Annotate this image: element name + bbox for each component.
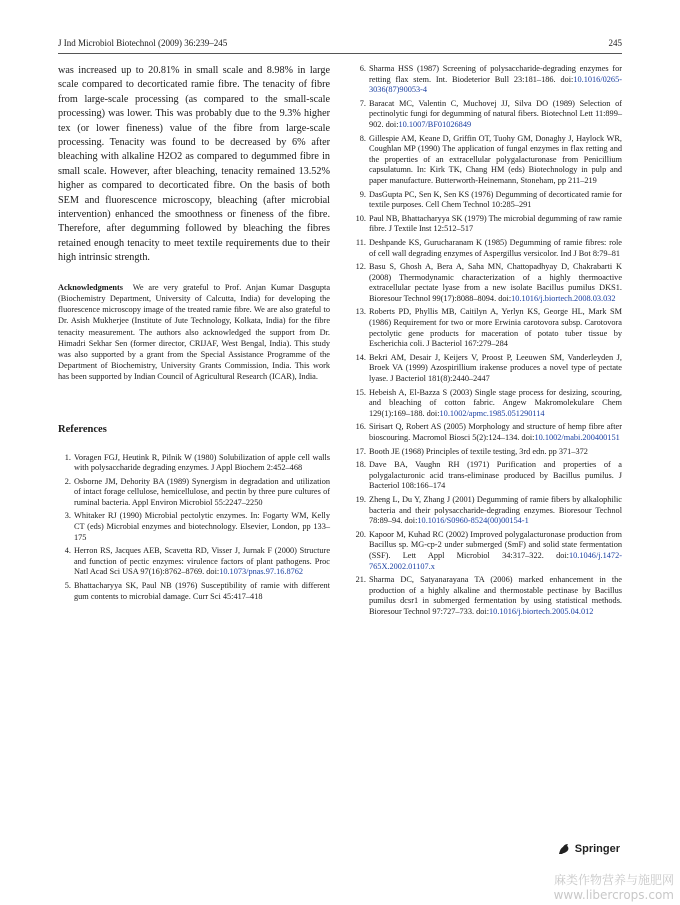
reference-doi-link[interactable]: 10.1016/j.biortech.2005.04.012 [489,606,594,616]
reference-text: DasGupta PC, Sen K, Sen KS (1976) Degumming of decorticated ramie for textile purposes. Cell Chem Technol 10:285–291 [369,189,622,210]
reference-item [352,575,622,617]
header-rule [58,53,622,54]
reference-item [352,422,622,443]
reference-doi-link[interactable]: 10.1016/j.biortech.2008.03.032 [511,293,616,303]
reference-item [352,307,622,349]
reference-number: 19. [355,494,366,504]
reference-text: Sirisart Q, Robert AS (2005) Morphology and structure of hemp fibre after bioscouring. Macromol Biosci 5(2):124–134. doi: [369,422,622,442]
reference-item [352,447,622,458]
reference-doi-link[interactable]: 10.1007/BF01026849 [398,119,472,129]
reference-item [58,477,330,509]
reference-number: 14. [355,352,366,362]
acknowledgments [58,282,330,383]
reference-number: 8. [359,133,366,143]
reference-text: Voragen FGJ, Heutink R, Pilnik W (1980) Solubilization of apple cell walls with polysaccharide degrading enzymes. J Appl Biochem 2:452–468 [74,452,330,473]
reference-item [352,214,622,235]
reference-number: 21. [355,575,366,585]
reference-number: 9. [359,189,366,199]
reference-number: 6. [359,64,366,73]
reference-doi-link[interactable]: 10.1002/apmc.1985.051290114 [439,408,545,418]
reference-text: Hebeish A, El-Bazza S (2003) Single stage process for desizing, scouring, and bleaching of cotton fabric. Angew Makromolekulare Chem 129(1):169–188. doi: [369,387,622,418]
reference-text: Paul NB, Bhattacharyya SK (1979) The microbial degumming of raw ramie fibre. J Textile Inst 12:512–517 [369,213,622,234]
reference-item [58,453,330,474]
reference-text: Sharma HSS (1987) Screening of polysaccharide-degrading enzymes for retting flax stem. Int. Biodeterior Bull 23:181–186. doi: [369,64,622,84]
watermark-text: 麻类作物营养与施肥网 [553,873,674,887]
reference-text: Baracat MC, Valentin C, Muchovej JJ, Silva DO (1989) Selection of pectinolytic fungi for degumming of natural fibers. Biotechnol Lett 11:899–902. doi: [369,98,622,129]
reference-text: Bekri AM, Desair J, Keijers V, Proost P, Leeuwen SM, Vanderleyden J, Broek VA (1999) Azospirillium irakense produces a novel type of pectate lyase. J Bacteriol 181(8):2440–2447 [369,352,622,384]
reference-text: Booth JE (1968) Principles of textile testing, 3rd edn. pp 371–372 [369,446,588,456]
reference-number: 13. [355,307,366,317]
reference-item [352,190,622,211]
reference-number: 1. [64,452,71,462]
reference-doi-link[interactable]: 10.1046/j.1472-765X.2002.01107.x [369,550,622,571]
reference-text: Herron RS, Jacques AEB, Scavetta RD, Visser J, Jurnak F (2000) Structure and function of pectic enzymes: virulence factors of plant pathogens. Proc Natl Acad Sci USA 97(16):8762–8769. doi: [74,546,330,577]
reference-doi-link[interactable]: 10.1016/S0960-8524(00)00154-1 [417,516,529,526]
reference-number: 5. [64,581,71,591]
running-header [58,36,622,50]
reference-item [352,460,622,492]
right-column [352,64,622,621]
reference-number: 11. [355,237,366,247]
reference-item [352,262,622,304]
reference-number: 10. [355,213,366,223]
reference-doi-link[interactable]: 10.1002/mabi.200400151 [534,433,620,442]
reference-number: 7. [359,98,366,108]
reference-number: 3. [64,511,71,521]
journal-citation: J Ind Microbiol Biotechnol (2009) 36:239–245 [58,38,228,48]
springer-wordmark: Springer [574,843,620,855]
reference-item [352,495,622,527]
reference-item [352,530,622,572]
references-heading: References [58,423,107,435]
acknowledgments-heading: Acknowledgments [58,282,123,292]
reference-item [352,353,622,385]
reference-text: Osborne JM, Dehority BA (1989) Synergism in degradation and utilization of intact forage cellulose, hemicellulose, and pectin by three pure cultures of ruminal bacteria. Appl Environ Microbiol 55:2247–2250 [74,476,330,507]
acknowledgments-text: We are very grateful to Prof. Anjan Kumar Dasgupta (Biochemistry Department, University of Calcutta, India) for developing the fluorescence microscopy image of the treated ramie fibre. We are also grateful to Dr. Asish Mukherjee (Institute of Jute Technology, Kolkata, India) for the fibre tenacity measurement. The authors also acknowledged the support from Dr. Himadri Sekhar Sen (former director, CRIJAF, West Bengal, India). This study was also supported by a grant from the Special Assistance Programme of the Department of Biochemistry, University Grants Commission, India. This work has been supported by Indian Council of Agricultural Research (ICAR), India. [58,282,330,382]
reference-number: 16. [355,422,366,432]
reference-number: 20. [355,529,366,539]
reference-text: Zheng L, Du Y, Zhang J (2001) Degumming of ramie fibers by alkalophilic bacteria and their polysaccharide-degrading enzymes. Bioresour Technol 78:89–94. doi: [369,494,622,526]
reference-doi-link[interactable]: 10.1073/pnas.97.16.8762 [219,567,304,577]
reference-number: 18. [355,460,366,470]
reference-text: Basu S, Ghosh A, Bera A, Saha MN, Chattopadhyay D, Chakrabarti K (2008) Thermodynamic characterization of a highly thermoactive extracellular pectate lyase from a new isolate Bacillus pumilus DKS1. Bioresour Technol 99(17):8088–8094. doi: [369,262,622,303]
springer-logo [557,840,620,858]
reference-text: Deshpande KS, Gurucharanam K (1985) Degumming of ramie fibres: role of cell wall degrading enzymes of Aspergillus versicolor. Ind J Bot 8:79–81 [369,237,622,258]
reference-item [352,64,622,96]
reference-item [352,388,622,420]
reference-text: Roberts PD, Phyllis MB, Caitilyn A, Yerlyn KS, George HL, Mark SM (1986) Requirement for two or more Erwinia carotovora subsp. Carotovora pectolytic gene products for maceration of potato tuber tissue by Escherichia coli. J Bacteriol 167:279–284 [369,307,622,349]
reference-text: Gillespie AM, Keane D, Griffin OT, Tuohy GM, Donaghy J, Haylock WR, Coughlan MP (1990) The application of fungal enzymes in flax retting and the properties of an extracellular polygalacturonase from Penicillium capsulatumn. In: Kirk TK, Chang HM (eds) Biotechnology in pulp and paper manufacture. Butterworth-Heinemann, Stoneham, pp 211–219 [369,133,622,185]
reference-item [58,581,330,602]
springer-horse-icon [557,842,571,856]
reference-item [58,546,330,578]
reference-number: 17. [355,446,366,456]
watermark-url: www.libercrops.com [553,888,674,902]
reference-list-right [352,64,622,618]
reference-item [352,134,622,187]
reference-number: 12. [355,262,366,272]
reference-item [58,511,330,543]
reference-number: 2. [64,476,71,486]
reference-number: 15. [355,387,366,397]
reference-text: Whitaker RJ (1990) Microbial pectolytic enzymes. In: Fogarty WM, Kelly CT (eds) Microbial enzymes and biotechnology. Elsevier, London, pp 133–175 [74,511,330,542]
reference-text: Sharma DC, Satyanarayana TA (2006) marked enhancement in the production of a highly alkaline and thermostable pectinase by Bacillus pumilus dcsr1 in submerged fermentation by using statistical methods. Bioresour Technol 97:727–733. doi: [369,575,622,616]
reference-text: Kapoor M, Kuhad RC (2002) Improved polygalacturonase production from Bacillus sp. MG-cp-2 under submerged (SmF) and solid state fermentation (SSF). Lett Appl Microbiol 34:317–322. doi: [369,529,622,560]
body-paragraph: was increased up to 20.81% in small scale and 8.98% in large scale compared to decorticated ramie fibre. The tenacity of fibre from large-scale processing (as compared to the small-scale processing) was lower. This was probably due to the 9.3% higher tex (or lower fineness) value of the fibre from large-scale processing. Tenacity was found to be decreased by 6% after bleaching with alkaline H2O2 as compared to degummed fibre in small scale. However, after bleaching, tenacity remained 13.52% higher as compared to decorticated fibre. On the basis of both SEM and fluorescence microscopy, bleaching (after microbial intervention) enhanced the smoothness or fineness of the fibre. Therefore, after degumming followed by bleaching the fibres retained enough tenacity to meet textile requirements due to their high intrinsic strength. [58,65,330,264]
reference-doi-link[interactable]: 10.1016/0265-3036(87)90053-4 [369,74,622,95]
reference-list-left [58,453,330,603]
reference-item [352,99,622,131]
reference-number: 4. [64,546,71,556]
reference-text: Dave BA, Vaughn RH (1971) Purification and properties of a polygalacturonic acid trans-eliminase produced by Bacillus pumilus. J Bacteriol 108:166–174 [369,460,622,491]
reference-text: Bhattacharyya SK, Paul NB (1976) Susceptibility of ramie with different gum contents to microbial damage. Curr Sci 45:417–418 [74,581,330,601]
reference-item [352,238,622,259]
page-number: 245 [608,38,622,48]
left-column [58,64,330,605]
